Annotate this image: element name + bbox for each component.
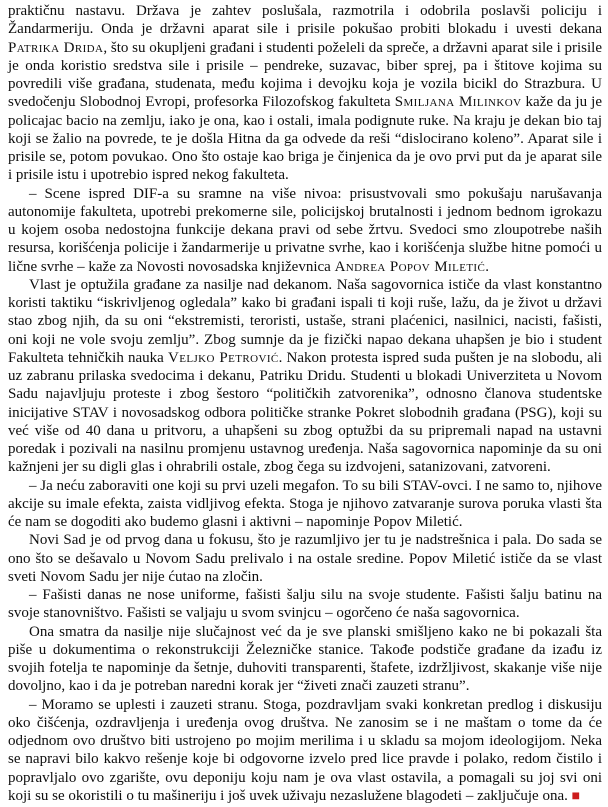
paragraph bbox=[8, 276, 602, 477]
text-run: – Ja neću zaboraviti one koji su prvi uzeli megafon. To su bili STAV-ovci. I ne samo to, njihove akcije su imale efekta, zaista vidljivog efekta. Stoga je njihovo zatvaranje surova poruka vlasti šta će nam se dogoditi ako budemo glasni i aktivni – napominje Popov Miletić. bbox=[8, 477, 602, 530]
text-run: . bbox=[485, 258, 489, 275]
text-run: Novi Sad je od prvog dana u fokusu, što je razumljivo jer tu je nadstrešnica i pala. Do sada se ono što se dešavalo u Novom Sadu prelivalo i na ostale sredine. Popov Miletić ističe da se vlast sveti Novom Sadu jer nije ćutao na zločin. bbox=[8, 532, 602, 585]
person-name: Patrika Drida bbox=[8, 39, 104, 56]
text-run: , što su okupljeni građani i studenti poželeli da spreče, a državni aparat sile i prisile je onda koristio sredstva sile i prisile – pendreke, suzavac, biber sprej, pa i štitove kojima su povredili više građana, studenata, među kojima i devojku koja je vozila bicikl do Strazbura. U svedočenju Slobodnoj Evropi, profesorka Filozofskog fakulteta bbox=[8, 39, 602, 111]
paragraph bbox=[8, 2, 602, 185]
text-run: – Moramo se uplesti i zauzeti stranu. Stoga, pozdravljam svaki konkretan predlog i diskusiju oko čišćenja, ozdravljenja i uređenja ovog društva. Ne zanosim se i ne maštam o tome da će odjednom ovo društvo biti ustrojeno po mojim merilima i u skladu sa mojom ideologijom. Neka se napravi bilo kakvo rešenje koje bi odgovorne izvelo pred lice pravde i polako, redom čistilo i popravljalo ovo zgarište, ovu deponiju koju nam je ova vlast ostavila, a pomagali su joj svi oni koji su se okoristili o tu mašineriju i još uvek uživaju nezaslužene blagodeti – zaključuje ona. bbox=[8, 696, 602, 804]
paragraph bbox=[8, 477, 602, 532]
text-run: kaže da ju je policajac bacio na zemlju, iako je ona, kao i ostali, imala podignute ruke. Na kraju je dekan bio taj koji se žalio na povrede, te je došla Hitna da ga odvede da reši “dislocirano koleno”. Aparat sile i prisile se, potom povukao. Ono što ostaje kao briga je činjenica da je ovo prvi put da je aparat sile i prisile istu i upotrebio ispred nekog fakulteta. bbox=[8, 94, 603, 184]
person-name: Smiljana Milinkov bbox=[394, 94, 522, 111]
paragraph bbox=[8, 185, 602, 276]
text-run: – Fašisti danas ne nose uniforme, fašisti šalju silu na svoje studente. Fašisti šalju batinu na svoje stanovništvo. Fašisti se valjaju u svom svinjcu – ogorčeno će naša sagovornica. bbox=[8, 587, 602, 622]
text-run: – Scene ispred DIF-a su sramne na više nivoa: prisustvovali smo pokušaju narušavanja autonomije fakulteta, upotrebi prekomerne sile, policijskoj brutalnosti i jednom bednom igrokazu u kojem osoba nedostojna funkcije dekana pravi od sebe žrtvu. Svedoci smo zloupotrebe naših resursa, korišćenja policije i žandarmerije u privatne svrhe, kao i korišćenja službe hitne pomoći u lične svrhe – kaže za Novosti novosadska književnica bbox=[8, 185, 602, 275]
paragraph bbox=[8, 531, 602, 586]
paragraph bbox=[8, 696, 602, 806]
text-run: Vlast je optužila građane za nasilje nad dekanom. Naša sagovornica ističe da vlast konstantno koristi taktiku “iskrivljenog ogledala” kako bi građani ispali ti koji ruše, lažu, da je život u državi stao zbog njih, da su oni “ekstremisti, teroristi, ustaše, strani plaćenici, nasilnici, nacisti, fašisti, oni koji ne vole svoju zemlju”. Zbog sumnje da je fizički napao dekana uhapšen je bio i student Fakulteta tehničkih nauka bbox=[8, 276, 602, 366]
text-run: Ona smatra da nasilje nije slučajnost već da je sve planski smišljeno kako ne bi pokazali šta piše u dokumentima o rekonstrukciji Železničke stanice. Takođe podstiče građane da izađu iz svojih fotelja te napominje da šetnje, duhoviti transparenti, štafete, izdržljivost, skakanje više nije dovoljno, kao i da je potreban naredni korak jer “živeti znači zauzeti stranu”. bbox=[8, 623, 602, 695]
end-of-article-mark: ■ bbox=[571, 788, 581, 804]
article-body bbox=[8, 2, 602, 805]
person-name: Veljko Petrović bbox=[168, 349, 279, 366]
person-name: Andrea Popov Miletić bbox=[334, 258, 486, 275]
text-run: praktičnu nastavu. Država je zahtev poslušala, razmotrila i odobrila poslavši policiju i Žandarmeriju. Onda je državni aparat sile i prisile pokušao probiti blokadu i uvesti dekana bbox=[8, 3, 602, 38]
paragraph bbox=[8, 623, 602, 696]
text-run: . Nakon protesta ispred suda pušten je na slobodu, ali uz zabranu prilaska svedocima i dekanu, Patriku Dridu. Studenti u blokadi Univerziteta u Novom Sadu najavljuju proteste i zbog šestoro “političkih zatvorenika”, odnosno članova studentske inicijative STAV i novosadskog odbora političke stranke Pokret slobodnih građana (PSG), koji su već više od 40 dana u pritvoru, a uhapšeni su zbog optužbi da su pripremali napad na ustavni poredak i pozivali na nasilnu promjenu ustavnog uređenja. Naša sagovornica napominje da su oni kažnjeni jer su digli glas i ohrabrili ostale, zbog čega su izdvojeni, satanizovani, zatvoreni. bbox=[8, 349, 602, 476]
paragraph bbox=[8, 586, 602, 623]
